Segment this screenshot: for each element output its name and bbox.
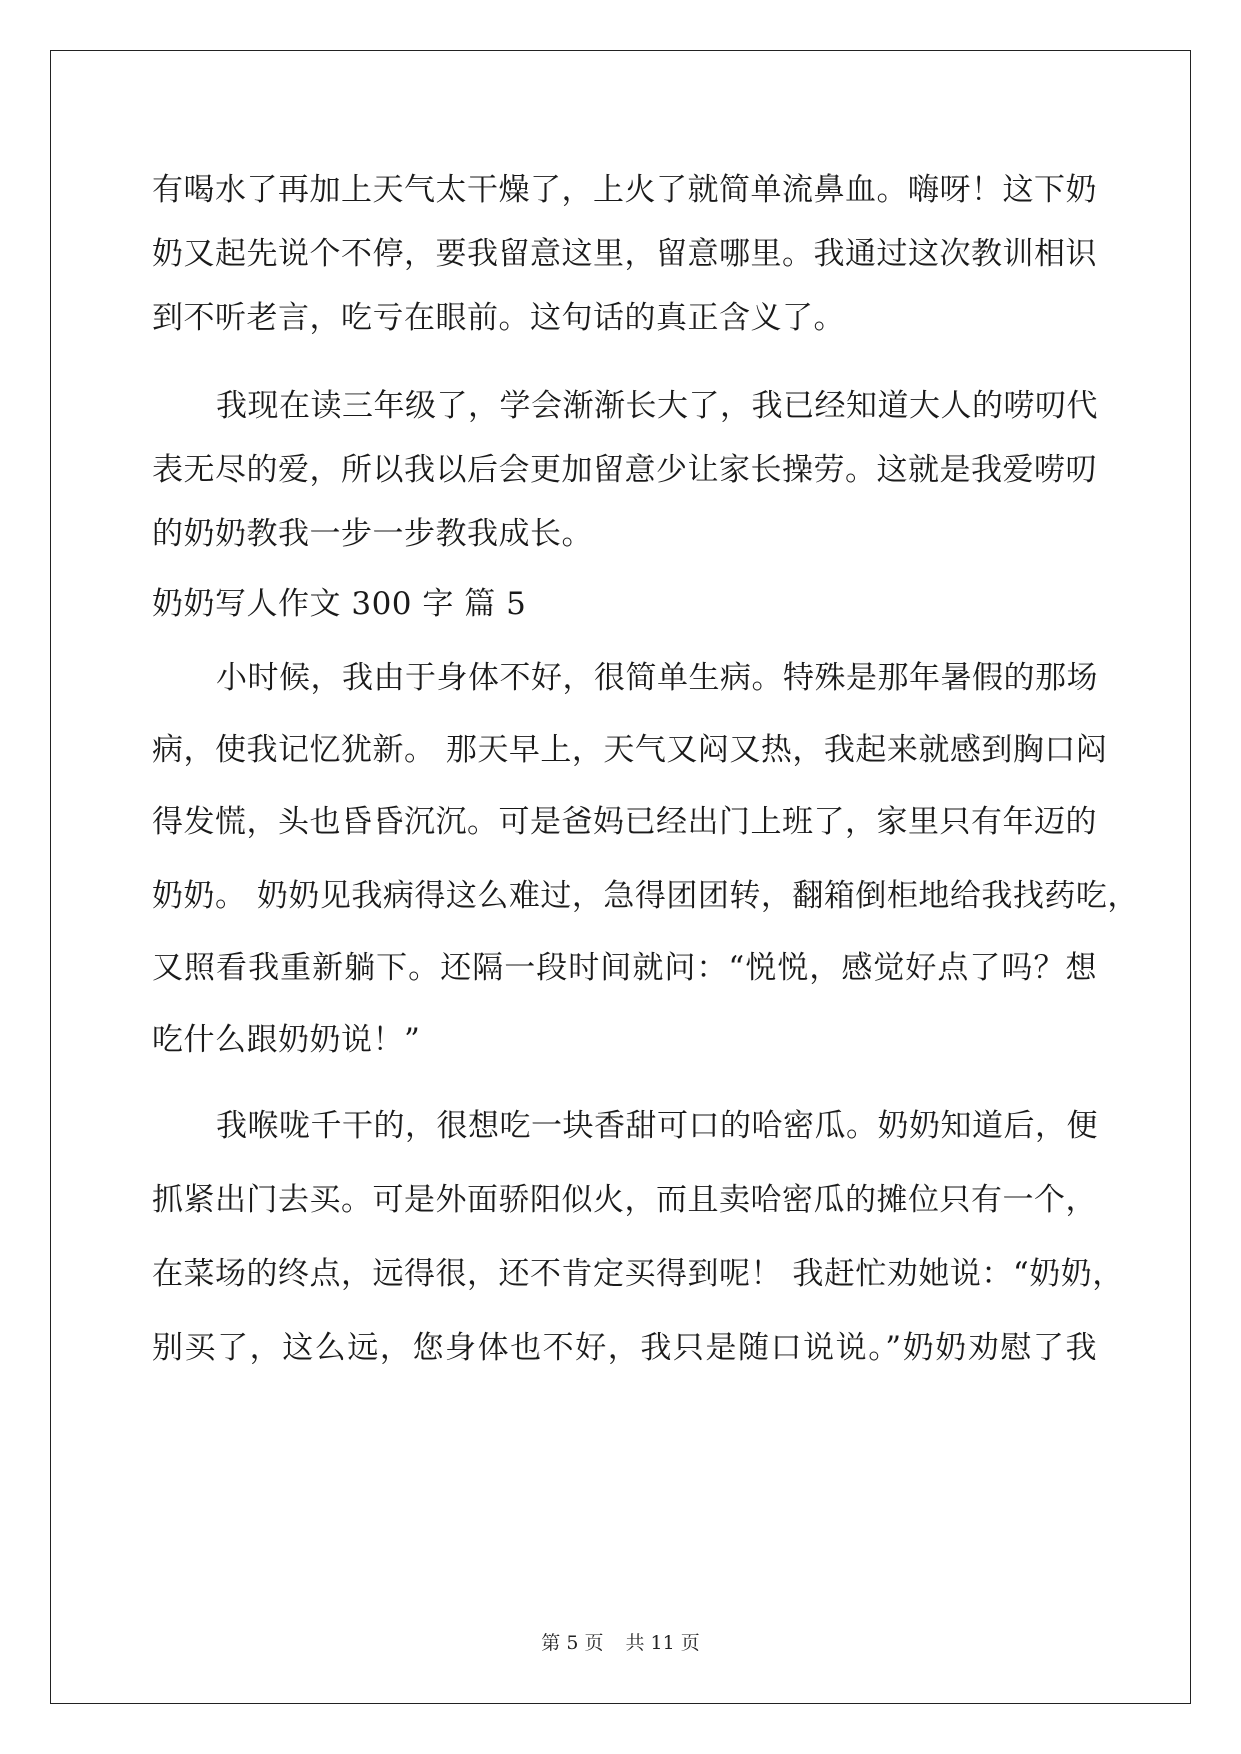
- paragraph-first-line: 我喉咙千干的，很想吃一块香甜可口的哈密瓜。奶奶知道后，便: [216, 1108, 1098, 1144]
- text-line: 吃什么跟奶奶说！”: [152, 1022, 421, 1058]
- text-line: 表无尽的爱，所以我以后会更加留意少让家长操劳。这就是我爱唠叨: [152, 452, 1097, 488]
- text-line: 到不听老言，吃亏在眼前。这句话的真正含义了。: [152, 300, 845, 336]
- text-line: 得发慌，头也昏昏沉沉。可是爸妈已经出门上班了，家里只有年迈的: [152, 804, 1097, 840]
- text-line: 别买了，这么远，您身体也不好，我只是随口说说。”奶奶劝慰了我: [152, 1330, 1097, 1366]
- page-number: 第 5 页: [541, 1632, 604, 1654]
- text-line: 病，使我记忆犹新。 那天早上，天气又闷又热，我起来就感到胸口闷: [152, 732, 1108, 768]
- text-line: 奶又起先说个不停，要我留意这里，留意哪里。我通过这次教训相识: [152, 236, 1097, 272]
- section-heading: 奶奶写人作文 300 字 篇 5: [152, 586, 527, 622]
- text-line: 抓紧出门去买。可是外面骄阳似火，而且卖哈密瓜的摊位只有一个，: [152, 1182, 1097, 1218]
- text-line: 的奶奶教我一步一步教我成长。: [152, 516, 593, 552]
- page-footer: [0, 1628, 1241, 1655]
- text-line: 有喝水了再加上天气太干燥了，上火了就简单流鼻血。嗨呀！这下奶: [152, 172, 1097, 208]
- text-line: 在菜场的终点，远得很，还不肯定买得到呢！ 我赶忙劝她说：“奶奶，: [152, 1256, 1124, 1292]
- paragraph-first-line: 小时候，我由于身体不好，很简单生病。特殊是那年暑假的那场: [216, 660, 1098, 696]
- text-line: 又照看我重新躺下。还隔一段时间就问：“悦悦，感觉好点了吗？想: [152, 950, 1097, 986]
- text-line: 奶奶。 奶奶见我病得这么难过，急得团团转，翻箱倒柜地给我找药吃，: [152, 878, 1139, 914]
- page-total: 共 11 页: [625, 1632, 700, 1654]
- paragraph-first-line: 我现在读三年级了，学会渐渐长大了，我已经知道大人的唠叨代: [216, 388, 1098, 424]
